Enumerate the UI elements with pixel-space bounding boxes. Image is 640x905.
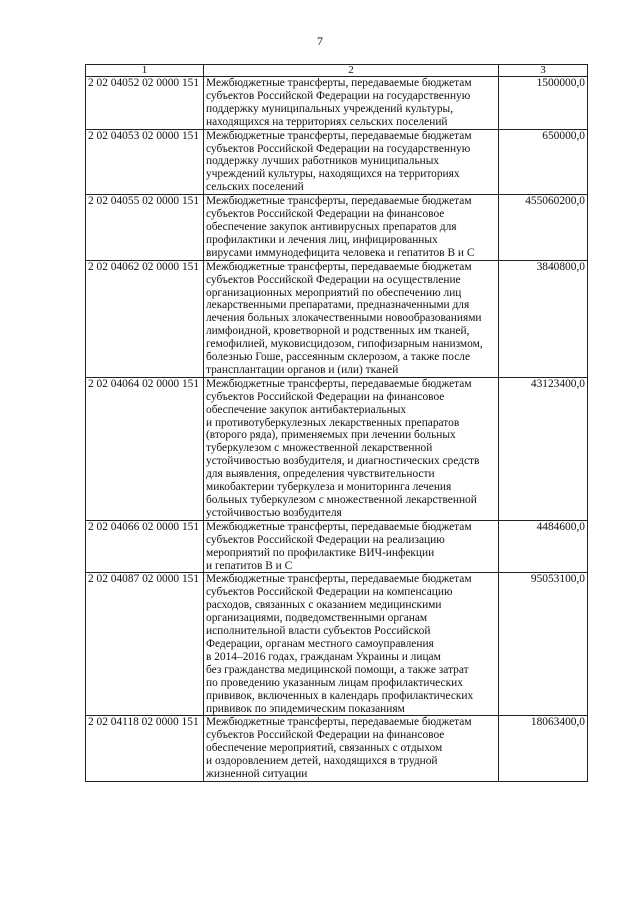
description-line: лекарственными препаратами, предназначенными для bbox=[206, 299, 470, 312]
description-cell bbox=[204, 195, 499, 261]
budget-code-cell: 2 02 04052 02 0000 151 bbox=[86, 77, 204, 130]
description-cell bbox=[204, 573, 499, 716]
description-line: расходов, связанных с оказанием медицинскими bbox=[206, 599, 442, 612]
description-line: Межбюджетные трансферты, передаваемые бюджетам bbox=[206, 716, 472, 729]
description-line: Межбюджетные трансферты, передаваемые бюджетам bbox=[206, 520, 472, 533]
description-line: организациями, подведомственными органам bbox=[206, 612, 428, 625]
budget-code-cell: 2 02 04055 02 0000 151 bbox=[86, 195, 204, 261]
description-line: болезнью Гоше, рассеянным склерозом, а также после bbox=[206, 351, 471, 364]
description-line: Межбюджетные трансферты, передаваемые бюджетам bbox=[206, 377, 472, 390]
description-line: субъектов Российской Федерации на финансовое bbox=[206, 729, 445, 742]
description-line: для выявления, определения чувствительности bbox=[206, 468, 435, 481]
description-line: поддержку муниципальных учреждений культуры, bbox=[206, 102, 454, 115]
description-line: мероприятий по профилактике ВИЧ-инфекции bbox=[206, 546, 435, 559]
budget-code-cell: 2 02 04053 02 0000 151 bbox=[86, 129, 204, 195]
description-line: учреждений культуры, находящихся на территориях bbox=[206, 168, 460, 181]
amount-cell: 18063400,0 bbox=[499, 716, 588, 782]
table-body bbox=[86, 77, 588, 782]
description-line: прививок, включенных в календарь профилактических bbox=[206, 689, 474, 702]
description-line: Межбюджетные трансферты, передаваемые бюджетам bbox=[206, 129, 472, 142]
description-line: субъектов Российской Федерации на реализацию bbox=[206, 533, 445, 546]
description-line: обеспечение закупок антивирусных препаратов для bbox=[206, 220, 457, 233]
description-line: туберкулезом с множественной лекарственной bbox=[206, 442, 433, 455]
description-line: микобактерии туберкулеза и мониторинга лечения bbox=[206, 481, 452, 494]
table-row bbox=[86, 77, 588, 130]
budget-code-cell: 2 02 04066 02 0000 151 bbox=[86, 520, 204, 573]
description-line: устойчивостью возбудителя, и диагностических средств bbox=[206, 455, 480, 468]
description-line: сельских поселений bbox=[206, 181, 304, 194]
description-line: лечения больных злокачественными новообразованиями bbox=[206, 312, 482, 325]
description-line: субъектов Российской Федерации на осуществление bbox=[206, 273, 461, 286]
description-line: гемофилией, муковисцидозом, гипофизарным нанизмом, bbox=[206, 338, 483, 351]
description-line: без гражданства медицинской помощи, а также затрат bbox=[206, 663, 469, 676]
description-cell bbox=[204, 77, 499, 130]
description-line: и противотуберкулезных лекарственных препаратов bbox=[206, 416, 460, 429]
description-line: Межбюджетные трансферты, передаваемые бюджетам bbox=[206, 77, 472, 89]
column-header-amount: 3 bbox=[499, 65, 588, 77]
description-line: по проведению указанным лицам профилактических bbox=[206, 676, 463, 689]
description-line: устойчивостью возбудителя bbox=[206, 506, 342, 519]
amount-cell: 95053100,0 bbox=[499, 573, 588, 716]
table-row bbox=[86, 573, 588, 716]
description-cell bbox=[204, 260, 499, 377]
description-line: Федерации, органам местного самоуправления bbox=[206, 637, 434, 650]
description-line: субъектов Российской Федерации на финансовое bbox=[206, 390, 445, 403]
amount-cell: 650000,0 bbox=[499, 129, 588, 195]
budget-code-cell: 2 02 04118 02 0000 151 bbox=[86, 716, 204, 782]
column-header-description: 2 bbox=[204, 65, 499, 77]
description-line: и гепатитов В и С bbox=[206, 559, 293, 572]
description-line: субъектов Российской Федерации на государственную bbox=[206, 142, 471, 155]
description-cell bbox=[204, 129, 499, 195]
description-line: жизненной ситуации bbox=[206, 768, 308, 781]
description-line: исполнительной власти субъектов Российской bbox=[206, 625, 431, 638]
description-line: (второго ряда), применяемых при лечении больных bbox=[206, 429, 456, 442]
description-line: обеспечение мероприятий, связанных с отдыхом bbox=[206, 742, 443, 755]
description-line: прививок по эпидемическим показаниям bbox=[206, 702, 405, 715]
budget-code-cell: 2 02 04064 02 0000 151 bbox=[86, 377, 204, 520]
description-line: профилактики и лечения лиц, инфицированных bbox=[206, 233, 438, 246]
description-cell bbox=[204, 377, 499, 520]
description-line: поддержку лучших работников муниципальных bbox=[206, 155, 440, 168]
description-line: субъектов Российской Федерации на государственную bbox=[206, 89, 471, 102]
description-line: находящихся на территориях сельских поселений bbox=[206, 115, 448, 128]
description-line: больных туберкулезом с множественной лекарственной bbox=[206, 494, 477, 506]
description-line: организационных мероприятий по обеспечению лиц bbox=[206, 286, 462, 299]
header-row bbox=[86, 65, 588, 77]
description-line: Межбюджетные трансферты, передаваемые бюджетам bbox=[206, 195, 472, 208]
description-line: Межбюджетные трансферты, передаваемые бюджетам bbox=[206, 573, 472, 586]
amount-cell: 4484600,0 bbox=[499, 520, 588, 573]
description-cell bbox=[204, 520, 499, 573]
amount-cell: 455060200,0 bbox=[499, 195, 588, 261]
description-line: в 2014–2016 годах, гражданам Украины и лицам bbox=[206, 650, 441, 663]
budget-code-cell: 2 02 04062 02 0000 151 bbox=[86, 260, 204, 377]
amount-cell: 43123400,0 bbox=[499, 377, 588, 520]
table-header bbox=[86, 65, 588, 77]
table-row bbox=[86, 260, 588, 377]
description-line: лимфоидной, кроветворной и родственных им тканей, bbox=[206, 325, 470, 338]
description-cell bbox=[204, 716, 499, 782]
table-row bbox=[86, 129, 588, 195]
description-line: субъектов Российской Федерации на финансовое bbox=[206, 208, 445, 221]
description-line: трансплантации органов и (или) тканей bbox=[206, 363, 399, 376]
budget-code-cell: 2 02 04087 02 0000 151 bbox=[86, 573, 204, 716]
table-row bbox=[86, 716, 588, 782]
amount-cell: 1500000,0 bbox=[499, 77, 588, 130]
budget-table bbox=[85, 64, 588, 782]
table-row bbox=[86, 377, 588, 520]
description-line: обеспечение закупок антибактериальных bbox=[206, 403, 407, 416]
description-line: Межбюджетные трансферты, передаваемые бюджетам bbox=[206, 260, 472, 273]
description-line: и оздоровлением детей, находящихся в трудной bbox=[206, 755, 438, 768]
page-number: 7 bbox=[317, 34, 323, 48]
table-row bbox=[86, 520, 588, 573]
table-row bbox=[86, 195, 588, 261]
description-line: субъектов Российской Федерации на компенсацию bbox=[206, 586, 453, 599]
column-header-code: 1 bbox=[86, 65, 204, 77]
amount-cell: 3840800,0 bbox=[499, 260, 588, 377]
description-line: вирусами иммунодефицита человека и гепатитов В и С bbox=[206, 246, 475, 259]
